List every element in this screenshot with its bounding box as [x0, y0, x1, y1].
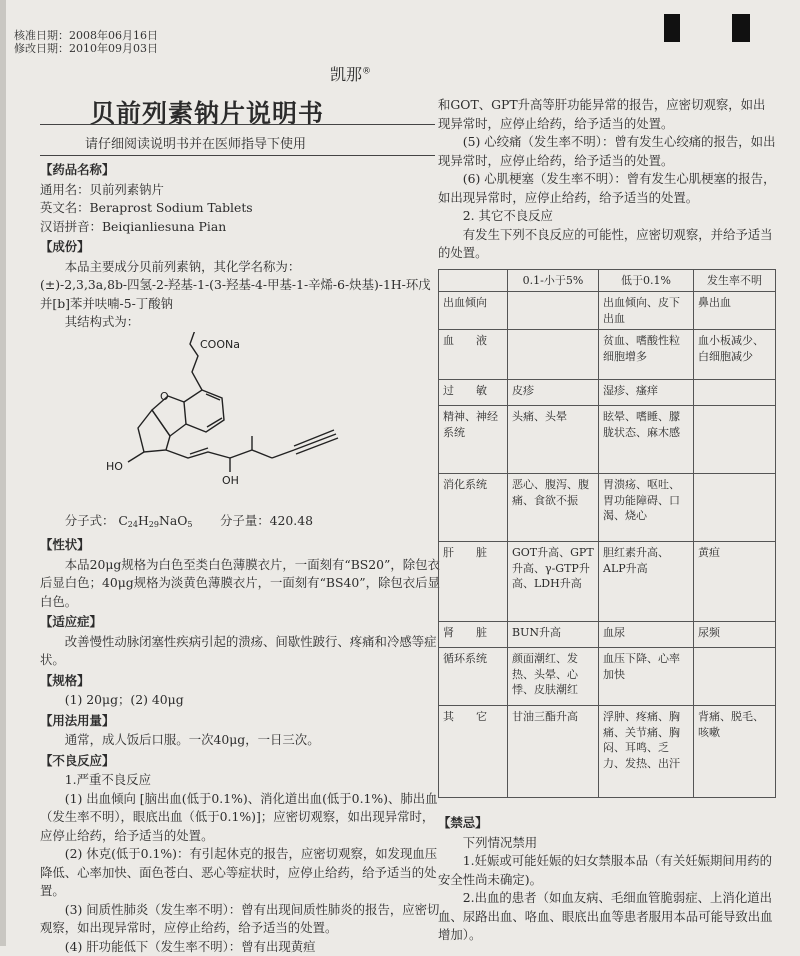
adverse-item: (1) 出血倾向 [脑出血(低于0.1%)、消化道出血(低于0.1%)、肺出血（发生率不明），眼底出血（低于0.1%)]；应密切观察，如出现异常时，应停止给药，给予适当的处置。: [40, 790, 440, 846]
formula-o-sub: 5: [187, 520, 192, 529]
oh-label: OH: [222, 474, 239, 487]
properties-heading: 【性状】: [40, 536, 440, 555]
table-cell: [508, 292, 599, 330]
table-row: [439, 706, 776, 798]
ho-label: HO: [106, 460, 123, 473]
other-text: 有发生下列不良反应的可能性，应密切观察，并给予适当的处置。: [438, 226, 776, 263]
table-cell: 贫血、嗜酸性粒细胞增多: [599, 330, 694, 380]
adverse-item: (3) 间质性肺炎（发生率不明）：曾有出现间质性肺炎的报告，应密切观察，如出现异常时，应停止给药，给予适当的处置。: [40, 901, 440, 938]
mw-value: 420.48: [270, 513, 313, 528]
table-header-cell: [439, 269, 508, 292]
table-cell: 过 敏: [439, 380, 508, 406]
chemical-name: (±)-2,3,3a,8b-四氢-2-羟基-1-(3-羟基-4-甲基-1-辛烯-6-炔基)-1H-环戊并[b]苯并呋喃-5-丁酸钠: [40, 276, 440, 313]
coona-label: COONa: [200, 338, 240, 351]
table-cell: 鼻出血: [694, 292, 776, 330]
table-cell: [694, 648, 776, 706]
specs-heading: 【规格】: [40, 672, 440, 691]
table-cell: 尿频: [694, 622, 776, 648]
left-column: [40, 159, 440, 956]
table-row: [439, 406, 776, 474]
right-column: [438, 96, 776, 945]
adverse-continue: 和GOT、GPT升高等肝功能异常的报告，应密切观察，如出现异常时，应停止给药，给予适当的处置。: [438, 96, 776, 133]
table-cell: 血压下降、心率加快: [599, 648, 694, 706]
table-cell: 黄疸: [694, 542, 776, 622]
table-row: [439, 622, 776, 648]
barcode-bar: [664, 14, 680, 42]
table-cell: 血 液: [439, 330, 508, 380]
mw-label: 分子量：: [220, 513, 270, 528]
formula-na: NaO: [159, 513, 187, 528]
table-cell: 胃溃疡、呕吐、胃功能障碍、口渴、烧心: [599, 474, 694, 542]
specs-text: (1) 20μg；(2) 40μg: [40, 691, 440, 710]
structure-label: 其结构式为：: [40, 313, 440, 332]
brand-name: [330, 62, 371, 85]
approve-date: 核准日期：2008年06月16日: [14, 29, 158, 42]
table-cell: 血小板减少、白细胞减少: [694, 330, 776, 380]
table-cell: 皮疹: [508, 380, 599, 406]
title-rule: [40, 124, 435, 125]
barcode-bar: [732, 14, 750, 42]
table-cell: 头痛、头晕: [508, 406, 599, 474]
formula-line: [40, 512, 440, 535]
table-cell: 出血倾向: [439, 292, 508, 330]
subtitle: 请仔细阅读说明书并在医师指导下使用: [85, 133, 306, 152]
formula-h: H: [138, 513, 149, 528]
table-header-cell: 低于0.1%: [599, 269, 694, 292]
generic-name: 通用名：贝前列素钠片: [40, 181, 440, 200]
table-cell: [508, 330, 599, 380]
table-cell: 背痛、脱毛、咳嗽: [694, 706, 776, 798]
adverse-item: (6) 心肌梗塞（发生率不明）：曾有发生心肌梗塞的报告，如出现异常时，应停止给药，给予适当的处置。: [438, 170, 776, 207]
table-cell: 肾 脏: [439, 622, 508, 648]
table-header-cell: 0.1-小于5%: [508, 269, 599, 292]
table-header-cell: 发生率不明: [694, 269, 776, 292]
table-cell: 血尿: [599, 622, 694, 648]
table-cell: 恶心、腹泻、腹痛、食欲不振: [508, 474, 599, 542]
chemical-structure: [40, 332, 440, 512]
subtitle-rule: [40, 155, 435, 156]
dosage-text: 通常，成人饭后口服。一次40μg，一日三次。: [40, 731, 440, 750]
registered-mark: ®: [362, 67, 371, 77]
table-cell: 湿疹、瘙痒: [599, 380, 694, 406]
table-cell: [694, 406, 776, 474]
page-edge: [0, 0, 6, 946]
adverse-item: (4) 肝功能低下（发生率不明）：曾有出现黄疸: [40, 938, 440, 956]
table-row: [439, 474, 776, 542]
table-row: [439, 292, 776, 330]
formula-c-sub: 24: [128, 520, 138, 529]
english-name: 英文名：Beraprost Sodium Tablets: [40, 199, 440, 218]
page-title: 贝前列素钠片说明书: [90, 94, 324, 130]
table-row: [439, 648, 776, 706]
table-header-row: [439, 269, 776, 292]
table-row: [439, 380, 776, 406]
revise-date: 修改日期：2010年09月03日: [14, 42, 158, 55]
table-cell: 出血倾向、皮下出血: [599, 292, 694, 330]
serious-title: 1.严重不良反应: [40, 771, 440, 790]
ring-oxygen: O: [160, 390, 169, 403]
formula-h-sub: 29: [149, 520, 159, 529]
table-cell: 眩晕、嗜睡、朦胧状态、麻木感: [599, 406, 694, 474]
brand-text: 凯那: [330, 65, 362, 84]
composition-heading: 【成份】: [40, 238, 440, 257]
other-title: 2. 其它不良反应: [438, 207, 776, 226]
adverse-item: (5) 心绞痛（发生率不明）：曾有发生心绞痛的报告，如出现异常时，应停止给药，给予适当的处置。: [438, 133, 776, 170]
properties-text: 本品20μg规格为白色至类白色薄膜衣片，一面刻有“BS20”，除包衣后显白色；40μg规格为淡黄色薄膜衣片，一面刻有“BS40”，除包衣后显白色。: [40, 556, 440, 612]
table-cell: 肝 脏: [439, 542, 508, 622]
table-cell: 甘油三酯升高: [508, 706, 599, 798]
table-cell: BUN升高: [508, 622, 599, 648]
composition-text: 本品主要成分贝前列素钠，其化学名称为：: [40, 258, 440, 277]
table-cell: [694, 474, 776, 542]
contraindication-item: 1.妊娠或可能妊娠的妇女禁服本品（有关妊娠期间用药的安全性尚未确定)。: [438, 852, 776, 889]
table-cell: 其 它: [439, 706, 508, 798]
drug-name-heading: 【药品名称】: [40, 161, 440, 180]
table-cell: 浮肿、疼痛、胸痛、关节痛、胸闷、耳鸣、乏力、发热、出汗: [599, 706, 694, 798]
adverse-table: [438, 269, 776, 799]
formula-c: C: [118, 513, 127, 528]
table-row: [439, 330, 776, 380]
table-cell: 循环系统: [439, 648, 508, 706]
table-cell: 消化系统: [439, 474, 508, 542]
contraindications-intro: 下列情况禁用: [438, 834, 776, 853]
pinyin-name: 汉语拼音：Beiqianliesuna Pian: [40, 218, 440, 237]
adverse-item: (2) 休克(低于0.1%)：有引起休克的报告，应密切观察，如发现血压降低、心率加快、面色苍白、恶心等症状时，应停止给药，给予适当的处置。: [40, 845, 440, 901]
contraindications-heading: 【禁忌】: [438, 814, 776, 833]
formula-label: 分子式：: [65, 513, 115, 528]
table-row: [439, 542, 776, 622]
table-cell: 颜面潮红、发热、头晕、心悸、皮肤潮红: [508, 648, 599, 706]
meta-dates: [14, 29, 158, 55]
contraindication-item: 2.出血的患者（如血友病、毛细血管脆弱症、上消化道出血、尿路出血、咯血、眼底出血等患者服用本品可能导致出血增加）。: [438, 889, 776, 945]
adverse-heading: 【不良反应】: [40, 752, 440, 771]
indications-text: 改善慢性动脉闭塞性疾病引起的溃疡、间歇性跛行、疼痛和冷感等症状。: [40, 633, 440, 670]
dosage-heading: 【用法用量】: [40, 712, 440, 731]
table-cell: 胆红素升高、ALP升高: [599, 542, 694, 622]
indications-heading: 【适应症】: [40, 613, 440, 632]
table-cell: [694, 380, 776, 406]
table-cell: 精神、神经系统: [439, 406, 508, 474]
structure-diagram: [40, 332, 440, 512]
table-cell: GOT升高、GPT升高、γ-GTP升高、LDH升高: [508, 542, 599, 622]
